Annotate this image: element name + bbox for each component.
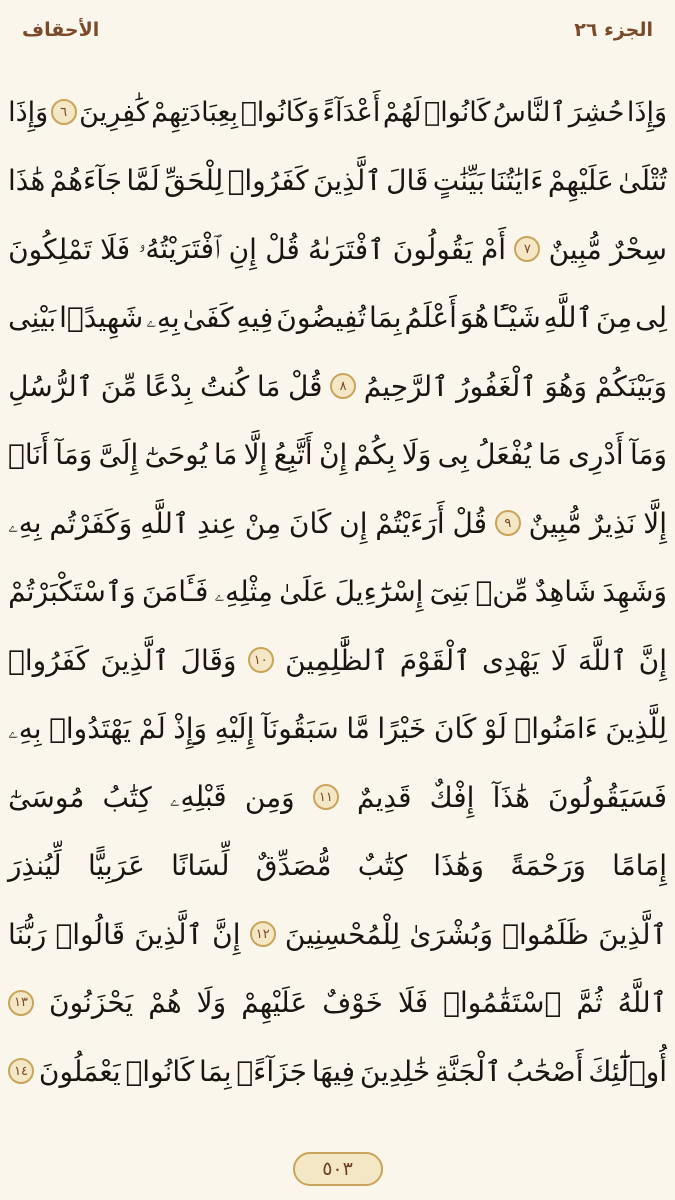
verse-word: أَمْ	[480, 232, 507, 266]
verse-word: بِعِبَادَتِهِمْ	[151, 96, 239, 128]
verse-word: إِلَّا	[243, 438, 268, 472]
ayah-number-marker: ٨	[330, 373, 356, 399]
verse-word: تُفِيضُونَ	[276, 301, 367, 335]
verse-word: بِى	[437, 438, 469, 472]
verse-word: وَلَا	[401, 438, 432, 472]
verse-word: كَانُوا۟	[424, 96, 491, 128]
juz-label: الجزء ٢٦	[574, 19, 653, 41]
verse-word: ءَايَٰتُنَا	[489, 164, 544, 198]
verse-word: وَإِذْ	[173, 712, 208, 746]
text-line	[8, 1039, 667, 1108]
verse-word: لِلْمُحْسِنِينَ	[284, 917, 401, 951]
verse-word: وَإِذَا	[626, 96, 667, 128]
verse-word: كَفَرُوا۟	[227, 164, 309, 198]
verse-word: مِّنۢ	[475, 575, 529, 609]
quran-text	[8, 80, 667, 1108]
verse-word: أَتَّبِعُ	[273, 438, 313, 472]
surah-title: الأحقاف	[22, 19, 100, 41]
verse-word: وَلَا	[196, 986, 227, 1020]
verse-word: وَشَهِدَ	[602, 575, 667, 609]
verse-word: ٱلَّذِينَ	[100, 643, 170, 677]
verse-word: قُلْ	[452, 506, 488, 540]
verse-word: كَفَرُوا۟	[8, 643, 90, 677]
verse-word: أَعْدَآءً	[322, 96, 381, 128]
verse-word: بَنِىٓ	[429, 575, 470, 609]
verse-word: أَعْلَمُ	[404, 301, 457, 335]
verse-word: قَدِيمٌ	[357, 780, 412, 814]
verse-word: أَرَءَيْتُمْ	[375, 506, 445, 540]
verse-word: ٱفْتَرَيْتُهُۥ	[138, 232, 221, 266]
verse-word: إِن	[339, 506, 368, 540]
page-header	[22, 10, 653, 50]
verse-word: ٱللَّهُ	[617, 986, 667, 1020]
verse-word: أَنَا۠	[8, 438, 49, 472]
verse-word: وَقَالَ	[180, 643, 237, 677]
verse-word: فَلَا	[398, 986, 429, 1020]
verse-word: هَٰذَا	[8, 164, 46, 198]
verse-word: تَمْلِكُونَ	[8, 232, 92, 266]
verse-word: هَٰذَآ	[492, 780, 530, 814]
verse-word: إِنْ	[318, 438, 348, 472]
verse-word: فَسَيَقُولُونَ	[548, 780, 667, 814]
verse-word: يَحْزَنُونَ	[49, 986, 134, 1020]
verse-word: ٱلْجَنَّةِ	[435, 1054, 502, 1088]
verse-word: مَا	[256, 369, 281, 403]
verse-word: مُّصَدِّقٌ	[255, 849, 332, 883]
verse-word: عَلَيْهِمْ	[241, 986, 308, 1020]
ayah-number-marker: ٧	[514, 236, 540, 262]
verse-word: بِدْعًا	[144, 369, 193, 403]
verse-word: عِندِ	[197, 506, 237, 540]
verse-word: قَالُوا۟	[55, 917, 125, 951]
verse-word: فِيهَا	[311, 1054, 355, 1088]
verse-word: ٱسْتَقَٰمُوا۟	[443, 986, 562, 1020]
verse-word: أَدْرِى	[567, 438, 624, 472]
verse-word: سَبَقُونَآ	[261, 712, 339, 746]
verse-word: ٱلنَّاسُ	[492, 96, 567, 128]
verse-word: يَهْتَدُوا۟	[49, 712, 132, 746]
verse-word: ٱلرَّحِيمُ	[363, 369, 449, 403]
verse-word: يَقُولُونَ	[392, 232, 473, 266]
verse-word: بَيِّنَٰتٍ	[432, 164, 485, 198]
verse-word: وَهُوَ	[544, 369, 588, 403]
verse-word: ٱللَّهِ	[140, 506, 190, 540]
verse-word: قُلْ	[265, 232, 300, 266]
verse-word: وَهَٰذَا	[433, 849, 485, 883]
verse-word: إِلَّا	[643, 506, 667, 540]
verse-word: لِّيُنذِرَ	[8, 849, 62, 883]
text-line	[8, 80, 667, 149]
verse-word: ٱلَّذِينَ	[598, 917, 667, 951]
verse-word: هُمْ	[148, 986, 182, 1020]
verse-word: إِفْكٌ	[429, 780, 475, 814]
verse-word: وَمِن	[244, 780, 295, 814]
verse-word: ظَلَمُوا۟	[502, 917, 590, 951]
verse-word: إِنَّ	[638, 643, 667, 677]
verse-word: مُّبِينٌ	[528, 506, 582, 540]
text-line	[8, 902, 667, 971]
verse-word: ٱلرُّسُلِ	[8, 369, 94, 403]
verse-word: وَبَيْنَكُمْ	[594, 369, 667, 403]
verse-word: وَمَآ	[55, 438, 93, 472]
verse-word: قُلْ	[287, 369, 323, 403]
text-line	[8, 286, 667, 355]
verse-word: لَمَّا	[126, 164, 160, 198]
verse-word: بِمَا	[368, 301, 402, 335]
verse-word: كَفَىٰ	[182, 301, 234, 335]
verse-word: كُنتُ	[199, 369, 250, 403]
verse-word: كَانَ	[433, 712, 477, 746]
verse-word: وَٱسْتَكْبَرْتُمْ	[8, 575, 136, 609]
verse-word: جَآءَهُمْ	[49, 164, 123, 198]
verse-word: خَوْفٌ	[322, 986, 383, 1020]
text-line	[8, 765, 667, 834]
page-footer	[0, 1152, 675, 1186]
ayah-number-marker: ١١	[313, 784, 339, 810]
verse-word: أُو۟لَٰٓئِكَ	[588, 1054, 667, 1088]
verse-word: عَلَيْهِمْ	[547, 164, 614, 198]
verse-word: خَيْرًا	[377, 712, 427, 746]
verse-word: كِتَٰبُ	[102, 780, 152, 814]
verse-word: فَلَا	[100, 232, 131, 266]
verse-word: بِهِۦ	[8, 711, 42, 745]
verse-word: يَهْدِى	[481, 643, 540, 677]
verse-word: إِمَامًا	[612, 849, 667, 883]
verse-word: لَهُمْ	[382, 96, 422, 128]
verse-word: وَإِذَا	[8, 96, 49, 128]
verse-word: يَعْمَلُونَ	[38, 1054, 121, 1088]
text-line	[8, 354, 667, 423]
verse-word: مِنَ	[595, 301, 633, 335]
verse-word: لِى	[635, 301, 667, 335]
verse-word: ٱللَّهِ	[543, 301, 593, 335]
verse-word: إِنَّ	[212, 917, 241, 951]
verse-word: مَا	[213, 438, 238, 472]
verse-word: سِحْرٌ	[610, 232, 667, 266]
verse-word: بِهِۦ	[146, 300, 180, 334]
verse-word: لِلَّذِينَ	[605, 712, 667, 746]
verse-word: فَـَٔامَنَ	[141, 575, 209, 609]
verse-word: قَبْلِهِۦ	[169, 780, 227, 814]
text-line	[8, 217, 667, 286]
verse-word: ٱلْقَوْمَ	[399, 643, 471, 677]
verse-word: كِتَٰبٌ	[357, 849, 408, 883]
verse-word: نَذِيرٌ	[589, 506, 636, 540]
ayah-number-marker: ٦	[51, 99, 77, 125]
verse-word: وَكَانُوا۟	[240, 96, 320, 128]
verse-word: مَا	[538, 438, 562, 472]
verse-word: لِلْحَقِّ	[164, 164, 224, 198]
ayah-number-marker: ١٣	[8, 990, 34, 1016]
verse-word: كَانُوا۟	[125, 1054, 195, 1088]
verse-word: بِهِۦ	[8, 506, 42, 540]
verse-word: لِّسَانًا	[171, 849, 230, 883]
verse-word: خَٰلِدِينَ	[359, 1054, 431, 1088]
verse-word: لَا	[550, 643, 567, 677]
verse-word: مِنْ	[244, 506, 282, 540]
verse-word: جَزَآءًۢ	[236, 1054, 307, 1088]
verse-word: مَّا	[346, 712, 370, 746]
verse-word: لَمْ	[138, 712, 166, 746]
verse-word: إِلَيْهِ	[214, 712, 255, 746]
verse-word: عَرَبِيًّا	[87, 849, 145, 883]
ayah-number-marker: ٩	[495, 510, 521, 536]
text-line	[8, 423, 667, 492]
verse-word: شَهِيدًۢا	[59, 301, 144, 335]
page-number: ٥٠٣	[293, 1152, 383, 1186]
verse-word: شَيْـًٔا	[492, 301, 541, 335]
verse-word: ٱللَّهَ	[578, 643, 628, 677]
verse-word: ٱلْغَفُورُ	[456, 369, 537, 403]
verse-word: إِلَىَّ	[98, 438, 139, 472]
ayah-number-marker: ١٢	[250, 921, 276, 947]
verse-word: تُتْلَىٰ	[618, 164, 667, 198]
text-line	[8, 149, 667, 218]
text-line	[8, 560, 667, 629]
verse-word: أَصْحَٰبُ	[506, 1054, 584, 1088]
verse-word: مِّنَ	[100, 369, 138, 403]
verse-word: بَيْنِى	[8, 301, 57, 335]
verse-word: مُّبِينٌ	[548, 232, 602, 266]
text-line	[8, 971, 667, 1040]
verse-word: ٱلَّذِينَ	[313, 164, 382, 198]
verse-word: ثُمَّ	[576, 986, 603, 1020]
verse-word: إِنِ	[228, 232, 257, 266]
verse-word: فِيهِ	[236, 301, 274, 335]
verse-word: هُوَ	[459, 301, 490, 335]
verse-word: وَكَفَرْتُم	[49, 506, 133, 540]
verse-word: لَوْ	[483, 712, 507, 746]
verse-word: وَبُشْرَىٰ	[409, 917, 494, 951]
verse-word: يُفْعَلُ	[475, 438, 532, 472]
text-line	[8, 491, 667, 560]
text-line	[8, 834, 667, 903]
text-line	[8, 697, 667, 766]
verse-word: بِكُمْ	[353, 438, 396, 472]
verse-word: ٱفْتَرَىٰهُ	[308, 232, 385, 266]
verse-word: ءَامَنُوا۟	[514, 712, 598, 746]
verse-word: وَرَحْمَةً	[510, 849, 586, 883]
verse-word: ٱلَّذِينَ	[134, 917, 203, 951]
verse-word: كَانَ	[288, 506, 332, 540]
text-line	[8, 628, 667, 697]
verse-word: إِسْرَٰٓءِيلَ	[334, 575, 424, 609]
verse-word: بِمَا	[199, 1054, 232, 1088]
verse-word: حُشِرَ	[568, 96, 625, 128]
verse-word: مُوسَىٰٓ	[8, 780, 85, 814]
ayah-number-marker: ١٤	[8, 1058, 34, 1084]
verse-word: مِثْلِهِۦ	[214, 574, 273, 608]
verse-word: كَٰفِرِينَ	[79, 96, 149, 128]
verse-word: رَبُّنَا	[8, 917, 47, 951]
ayah-number-marker: ١٠	[248, 647, 274, 673]
verse-word: وَمَآ	[629, 438, 667, 472]
verse-word: يُوحَىٰٓ	[144, 438, 208, 472]
verse-word: قَالَ	[386, 164, 429, 198]
verse-word: عَلَىٰ	[279, 575, 329, 609]
verse-word: شَاهِدٌ	[534, 575, 597, 609]
verse-word: ٱلظَّٰلِمِينَ	[285, 643, 389, 677]
